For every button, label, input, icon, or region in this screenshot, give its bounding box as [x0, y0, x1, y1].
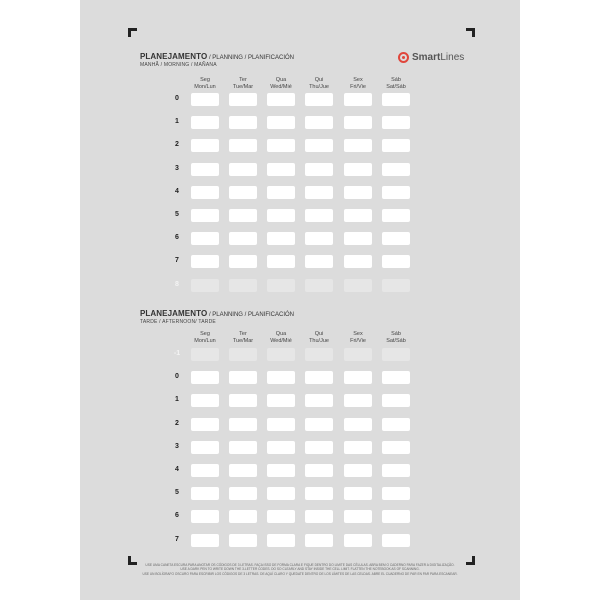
schedule-cell[interactable] — [267, 232, 295, 245]
schedule-cell[interactable] — [229, 464, 257, 477]
schedule-cell[interactable] — [382, 510, 410, 523]
section-subtitle-afternoon: TARDE / AFTERNOON/ TARDE — [140, 319, 216, 325]
hour-label: 5 — [175, 211, 179, 218]
schedule-cell[interactable] — [344, 186, 372, 199]
schedule-cell — [344, 279, 372, 292]
section-title-main: PLANEJAMENTO — [140, 52, 208, 61]
hour-label: 1 — [175, 118, 179, 126]
instructions-en: USE A DARK PEN TO WRITE DOWN THE 3-LETTER CODES. DO SO CLEARLY AND STAY INSIDE THE CELL LIMIT. FLATTEN THE NOTEBOOK AS OF SCANNING. — [180, 567, 420, 572]
schedule-cell[interactable] — [305, 371, 333, 384]
day-header-short: Ter — [239, 77, 247, 83]
schedule-cell[interactable] — [344, 394, 372, 407]
schedule-cell[interactable] — [344, 93, 372, 106]
scan-marker-top-left — [128, 28, 137, 37]
schedule-cell[interactable] — [344, 232, 372, 245]
schedule-cell — [305, 279, 333, 292]
day-header-short: Qui — [314, 331, 324, 337]
schedule-cell — [229, 348, 257, 361]
schedule-cell[interactable] — [344, 441, 372, 454]
schedule-cell — [382, 348, 410, 361]
day-header-long: Sat/Sáb — [386, 338, 406, 344]
schedule-cell[interactable] — [344, 464, 372, 477]
schedule-cell[interactable] — [344, 209, 372, 222]
schedule-cell[interactable] — [191, 418, 219, 431]
day-header-long: Mon/Lun — [194, 84, 216, 90]
schedule-cell[interactable] — [191, 232, 219, 245]
schedule-cell[interactable] — [267, 255, 295, 268]
schedule-cell[interactable] — [305, 186, 333, 199]
day-header — [300, 331, 338, 345]
schedule-cell[interactable] — [191, 116, 219, 129]
schedule-cell[interactable] — [382, 534, 410, 547]
schedule-cell[interactable] — [267, 116, 295, 129]
schedule-cell[interactable] — [191, 464, 219, 477]
schedule-cell[interactable] — [229, 186, 257, 199]
day-header — [224, 77, 262, 91]
instructions-es: USE UN BOLÍGRAFO OSCURO PARA ESCRIBIR LOS CÓDIGOS DE 3 LETRAS. DE AQUÍ CLARO Y QUEDATE DENTRO DE LOS LÍMITES DE LAS CELDAS. ABRE EL CUADERNO DE PAR EN PAR PARA ESCANEAR. — [142, 571, 458, 576]
schedule-cell[interactable] — [191, 186, 219, 199]
schedule-cell[interactable] — [382, 232, 410, 245]
schedule-cell[interactable] — [344, 510, 372, 523]
day-header — [186, 331, 224, 345]
hour-label: 7 — [175, 535, 179, 543]
schedule-cell[interactable] — [229, 139, 257, 152]
schedule-cell[interactable] — [267, 209, 295, 222]
hour-label: 6 — [175, 234, 179, 242]
schedule-cell[interactable] — [229, 209, 257, 222]
smartlines-logo-icon — [398, 52, 409, 63]
schedule-cell[interactable] — [191, 510, 219, 523]
schedule-cell[interactable] — [229, 394, 257, 407]
day-header-short: Sáb — [391, 331, 401, 337]
section-title-main: PLANEJAMENTO — [140, 309, 208, 318]
schedule-cell[interactable] — [229, 510, 257, 523]
schedule-cell[interactable] — [267, 418, 295, 431]
schedule-cell[interactable] — [267, 534, 295, 547]
day-header-short: Qua — [275, 331, 287, 337]
schedule-cell[interactable] — [305, 441, 333, 454]
schedule-cell[interactable] — [382, 186, 410, 199]
schedule-cell[interactable] — [267, 510, 295, 523]
day-header — [262, 77, 300, 91]
day-header — [339, 331, 377, 345]
schedule-cell[interactable] — [229, 163, 257, 176]
day-header-short: Sex — [353, 331, 363, 337]
schedule-cell[interactable] — [191, 255, 219, 268]
day-header-short: Qui — [314, 77, 324, 83]
hour-label: 6 — [175, 512, 179, 520]
hour-label: 1 — [175, 396, 179, 404]
schedule-cell[interactable] — [229, 534, 257, 547]
section-title-translations: / PLANNING / PLANIFICACIÓN — [207, 55, 294, 61]
schedule-cell[interactable] — [229, 93, 257, 106]
schedule-cell[interactable] — [267, 487, 295, 500]
schedule-cell[interactable] — [305, 255, 333, 268]
schedule-cell[interactable] — [305, 510, 333, 523]
day-header-long: Mon/Lun — [194, 338, 216, 344]
day-header-long: Tue/Mar — [232, 338, 254, 344]
schedule-cell[interactable] — [305, 394, 333, 407]
schedule-cell[interactable] — [267, 139, 295, 152]
section-title-translations: / PLANNING / PLANIFICACIÓN — [207, 312, 294, 318]
scan-marker-top-right — [466, 28, 475, 37]
schedule-cell[interactable] — [191, 487, 219, 500]
schedule-cell — [229, 279, 257, 292]
day-header-long: Sat/Sáb — [386, 84, 406, 90]
schedule-cell[interactable] — [305, 116, 333, 129]
day-header — [262, 331, 300, 345]
schedule-cell[interactable] — [267, 441, 295, 454]
schedule-cell[interactable] — [267, 163, 295, 176]
hour-label: 0 — [175, 95, 179, 102]
day-header-short: Ter — [239, 331, 247, 337]
schedule-cell[interactable] — [382, 93, 410, 106]
day-header — [339, 77, 377, 91]
schedule-cell[interactable] — [382, 139, 410, 152]
schedule-cell — [267, 279, 295, 292]
hour-label: 5 — [175, 489, 179, 497]
schedule-cell — [267, 348, 295, 361]
schedule-cell[interactable] — [191, 534, 219, 547]
day-header-short: Sáb — [391, 77, 401, 83]
schedule-cell[interactable] — [305, 232, 333, 245]
day-header-long: Fri/Vie — [350, 84, 366, 90]
schedule-cell[interactable] — [382, 394, 410, 407]
day-header-long: Fri/Vie — [350, 338, 366, 344]
hour-label: 4 — [175, 187, 179, 195]
schedule-cell[interactable] — [267, 371, 295, 384]
day-header-long: Thu/Jue — [309, 84, 329, 90]
schedule-cell — [382, 279, 410, 292]
day-header-long: Wed/Mié — [270, 338, 292, 344]
schedule-cell[interactable] — [344, 116, 372, 129]
schedule-cell — [191, 279, 219, 292]
schedule-cell[interactable] — [229, 441, 257, 454]
schedule-cell[interactable] — [229, 116, 257, 129]
schedule-cell[interactable] — [267, 464, 295, 477]
schedule-cell[interactable] — [191, 139, 219, 152]
hour-label: 8 — [175, 280, 179, 288]
schedule-cell[interactable] — [191, 163, 219, 176]
schedule-cell[interactable] — [191, 371, 219, 384]
day-header-long: Thu/Jue — [309, 338, 329, 344]
schedule-cell[interactable] — [191, 93, 219, 106]
schedule-cell — [191, 348, 219, 361]
hour-label: 0 — [175, 373, 179, 381]
section-subtitle-morning: MANHÃ / MORNING / MAÑANA — [140, 62, 217, 68]
schedule-cell[interactable] — [382, 487, 410, 500]
schedule-cell[interactable] — [305, 418, 333, 431]
day-header — [186, 77, 224, 91]
hour-label: 4 — [175, 466, 179, 473]
schedule-cell[interactable] — [305, 534, 333, 547]
schedule-cell[interactable] — [229, 255, 257, 268]
hour-label: 2 — [175, 141, 179, 149]
section-title-afternoon — [140, 309, 294, 318]
day-header-short: Sex — [353, 77, 363, 83]
schedule-cell[interactable] — [229, 487, 257, 500]
schedule-cell[interactable] — [382, 441, 410, 454]
schedule-cell[interactable] — [191, 209, 219, 222]
schedule-cell[interactable] — [382, 371, 410, 384]
schedule-cell[interactable] — [305, 139, 333, 152]
hour-label: 2 — [175, 419, 179, 427]
schedule-cell[interactable] — [382, 418, 410, 431]
schedule-cell[interactable] — [344, 163, 372, 176]
schedule-cell[interactable] — [229, 371, 257, 384]
schedule-cell[interactable] — [191, 441, 219, 454]
schedule-cell[interactable] — [305, 209, 333, 222]
schedule-cell[interactable] — [344, 534, 372, 547]
day-header — [224, 331, 262, 345]
day-header-short: Qua — [275, 77, 287, 83]
schedule-cell — [344, 348, 372, 361]
schedule-cell[interactable] — [344, 139, 372, 152]
schedule-cell[interactable] — [267, 394, 295, 407]
day-header-long: Wed/Mié — [270, 84, 292, 90]
logo-text: SmartLines — [412, 51, 465, 63]
day-header — [377, 331, 415, 345]
section-title-morning — [140, 52, 294, 61]
schedule-cell[interactable] — [344, 487, 372, 500]
scan-instructions — [130, 563, 470, 576]
schedule-cell[interactable] — [267, 186, 295, 199]
schedule-cell[interactable] — [344, 418, 372, 431]
hour-label: -1 — [173, 350, 181, 357]
day-header-short: Seg — [200, 331, 210, 337]
schedule-cell[interactable] — [382, 209, 410, 222]
hour-label: 7 — [175, 257, 179, 265]
schedule-cell[interactable] — [305, 487, 333, 500]
schedule-cell[interactable] — [305, 464, 333, 477]
schedule-cell[interactable] — [267, 93, 295, 106]
smartlines-logo — [398, 50, 464, 64]
day-header-long: Tue/Mar — [232, 84, 254, 90]
schedule-cell[interactable] — [191, 394, 219, 407]
schedule-cell[interactable] — [382, 163, 410, 176]
schedule-cell[interactable] — [382, 464, 410, 477]
instructions-pt: USE UMA CANETA ESCURA PARA ANOTAR OS CÓDIGOS DE 3 LETRAS. FAÇA ISSO DE FORMA CLARA E FIQUE DENTRO DO LIMITE DAS CÉLULAS. ABRA BEM O CADERNO PARA FAZER A DIGITALIZAÇÃO. — [145, 563, 455, 567]
schedule-cell — [305, 348, 333, 361]
schedule-cell[interactable] — [344, 255, 372, 268]
schedule-cell[interactable] — [344, 371, 372, 384]
day-header-short: Seg — [200, 77, 210, 83]
schedule-cell[interactable] — [305, 163, 333, 176]
hour-label: 3 — [175, 442, 179, 450]
hour-label: 3 — [175, 164, 179, 172]
schedule-cell[interactable] — [229, 232, 257, 245]
schedule-cell[interactable] — [382, 255, 410, 268]
day-header — [377, 77, 415, 91]
day-header — [300, 77, 338, 91]
schedule-cell[interactable] — [305, 93, 333, 106]
schedule-cell[interactable] — [382, 116, 410, 129]
schedule-cell[interactable] — [229, 418, 257, 431]
